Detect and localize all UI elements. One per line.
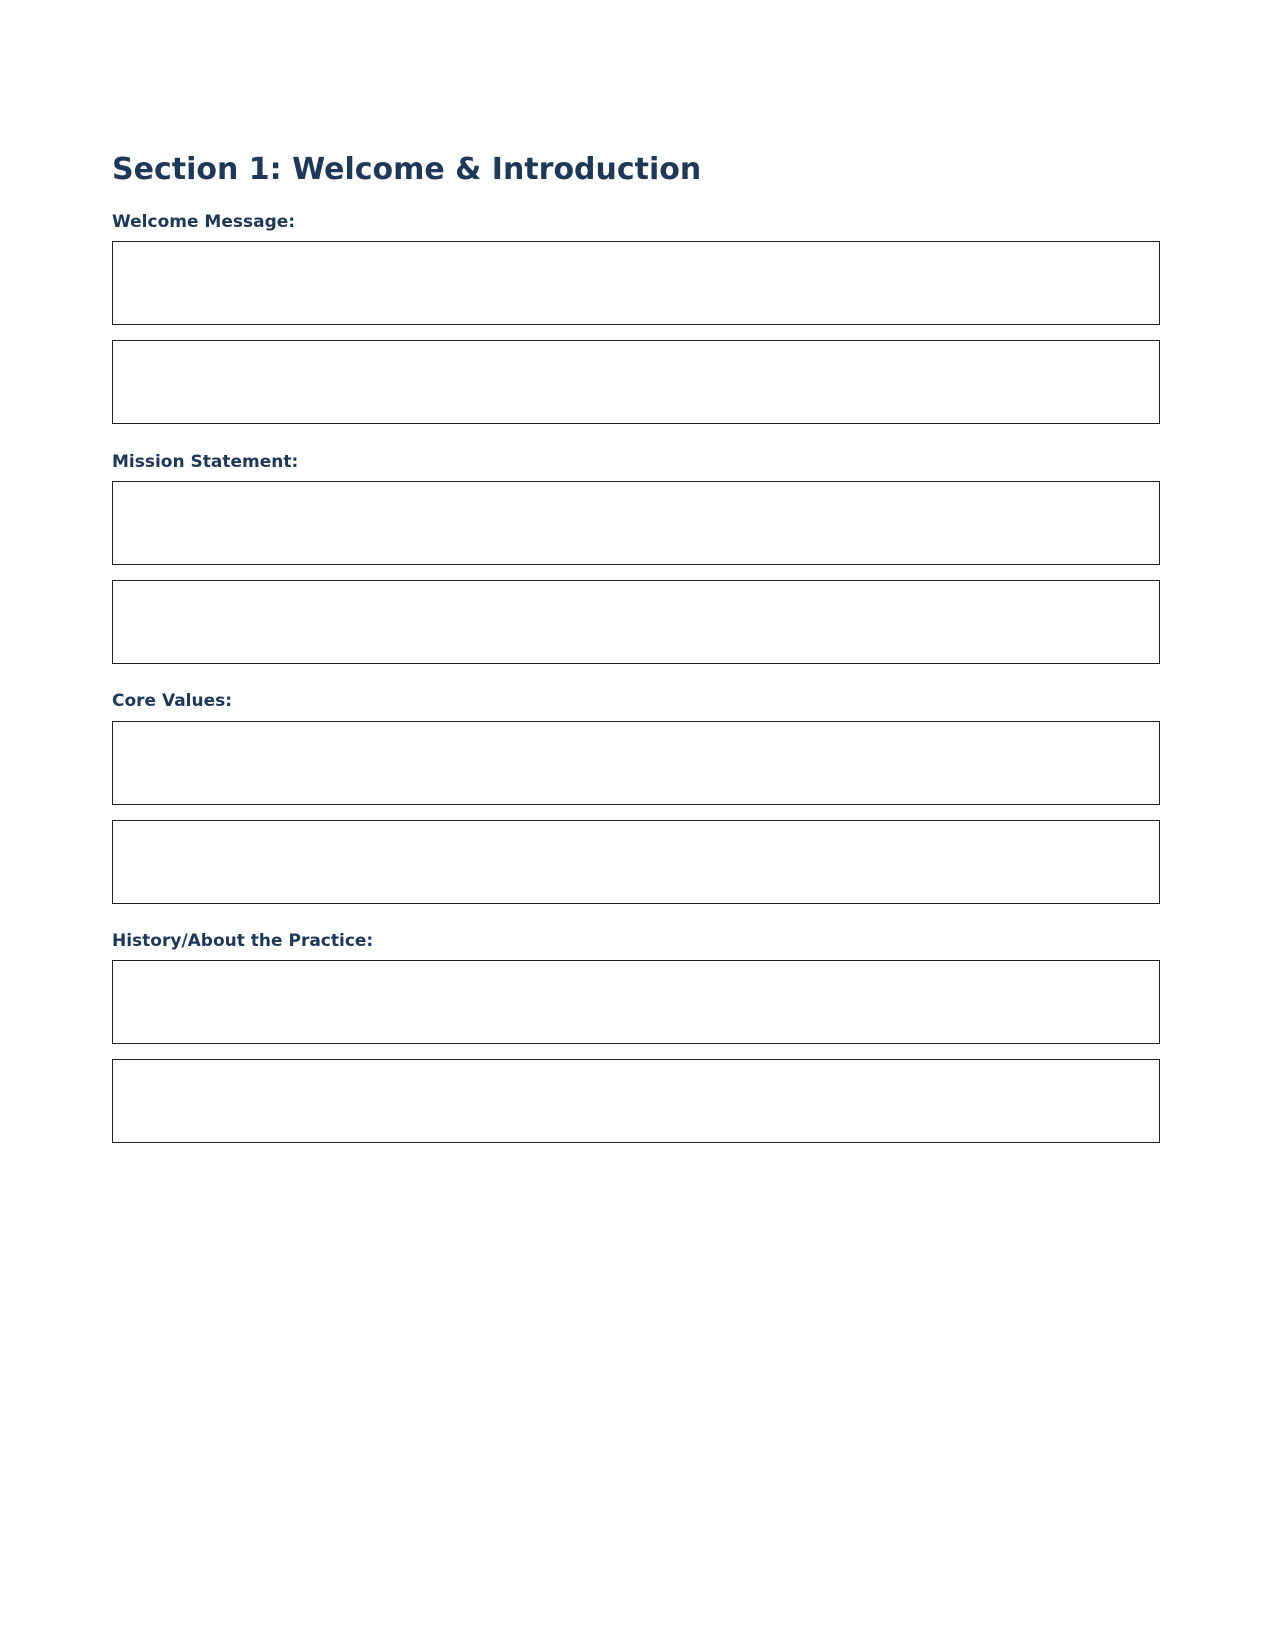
mission-statement-field-1[interactable]: [112, 481, 1160, 565]
core-values-field-2[interactable]: [112, 820, 1160, 904]
welcome-message-label: Welcome Message:: [112, 212, 296, 232]
section-title: Section 1: Welcome & Introduction: [112, 152, 702, 187]
welcome-message-field-2[interactable]: [112, 340, 1160, 424]
mission-statement-label: Mission Statement:: [112, 452, 299, 472]
history-field-1[interactable]: [112, 960, 1160, 1044]
core-values-field-1[interactable]: [112, 721, 1160, 805]
welcome-message-field-1[interactable]: [112, 241, 1160, 325]
history-field-2[interactable]: [112, 1059, 1160, 1143]
mission-statement-field-2[interactable]: [112, 580, 1160, 664]
history-label: History/About the Practice:: [112, 931, 374, 951]
core-values-label: Core Values:: [112, 691, 233, 711]
